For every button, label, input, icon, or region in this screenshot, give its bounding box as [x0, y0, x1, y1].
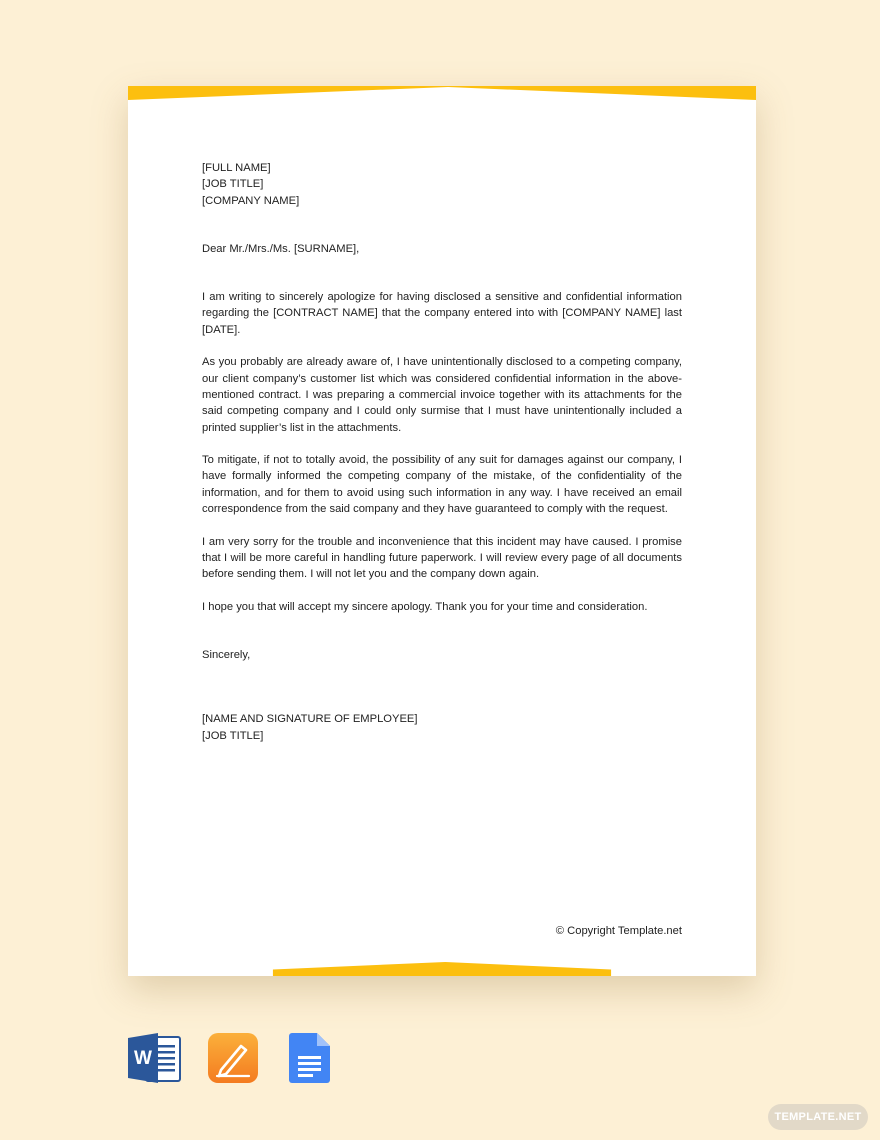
word-icon[interactable]: [128, 1032, 182, 1084]
sender-company-name: [COMPANY NAME]: [202, 194, 300, 207]
body-paragraph-3: To mitigate, if not to totally avoid, the possibility of any suit for damages against our company, I have formally informed the competing company of the mistake, of the confidentiality of the information, and for them to avoid using such information in any way. I have received an email correspondence from the said company and they have guaranteed to comply with the request.: [202, 454, 682, 516]
signature-name: [NAME AND SIGNATURE OF EMPLOYEE]: [202, 713, 418, 726]
top-accent-band: [128, 86, 756, 100]
body-paragraph-4: I am very sorry for the trouble and inconvenience that this incident may have caused. I promise that I will be more careful in handling future paperwork. I will review every page of all documents before sending them. I will not let you and the company down again.: [202, 535, 682, 581]
body-paragraph-1: I am writing to sincerely apologize for having disclosed a sensitive and confidential information regarding the [CONTRACT NAME] that the company entered into with [COMPANY NAME] last [DATE].: [202, 291, 682, 336]
body-paragraph-2: As you probably are already aware of, I have unintentionally disclosed to a competing company, our client company’s customer list which was considered confidential information in the above-mentioned contract. I was preparing a commercial invoice together with its attachments for the said competing company and I could only surmise that I must have unintentionally included a printed supplier’s list in the attachments.: [202, 356, 682, 434]
signature-block: [202, 711, 682, 744]
sender-full-name: [FULL NAME]: [202, 162, 271, 174]
salutation: Dear Mr./Mrs./Ms. [SURNAME],: [202, 242, 360, 255]
body-paragraph-5: I hope you that will accept my sincere apology. Thank you for your time and consideration.: [202, 600, 648, 613]
google-docs-icon[interactable]: [289, 1032, 331, 1084]
copyright-notice: © Copyright Template.net: [555, 925, 682, 937]
sender-job-title: [JOB TITLE]: [202, 178, 264, 191]
signature-job-title: [JOB TITLE]: [202, 729, 264, 742]
closing: Sincerely,: [202, 649, 251, 662]
template-net-watermark: TEMPLATE.NET: [768, 1104, 868, 1130]
letter-page: [128, 86, 756, 976]
letter-body: [202, 160, 682, 744]
bottom-accent-band: [128, 962, 756, 976]
sender-block: [202, 160, 682, 209]
pages-icon[interactable]: [207, 1032, 259, 1084]
svg-text:W: W: [134, 1048, 152, 1069]
